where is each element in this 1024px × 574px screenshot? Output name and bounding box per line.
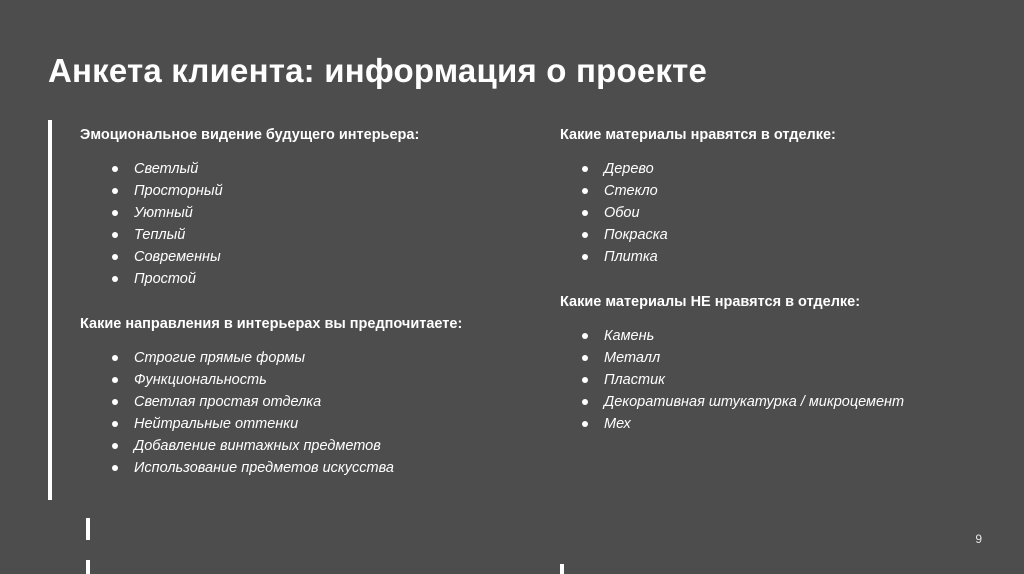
- list-item: Строгие прямые формы: [134, 348, 560, 368]
- list-item: Стекло: [604, 181, 980, 201]
- list-disliked-materials: [560, 326, 980, 434]
- list-item: Покраска: [604, 225, 980, 245]
- list-item: Уютный: [134, 203, 560, 223]
- list-item: Светлый: [134, 159, 560, 179]
- section-heading-liked-materials: Какие материалы нравятся в отделке:: [560, 127, 836, 143]
- list-liked-materials: [560, 159, 980, 267]
- list-item: Плитка: [604, 247, 980, 267]
- content-columns: [80, 126, 980, 480]
- section-heading-interior-directions: Какие направления в интерьерах вы предпочитаете:: [80, 315, 463, 332]
- page-title: Анкета клиента: информация о проекте: [48, 52, 708, 89]
- section-heading-emotional-vision: Эмоциональное видение будущего интерьера:: [80, 127, 420, 143]
- list-item: Использование предметов искусства: [134, 458, 560, 478]
- left-accent-rule: [48, 120, 52, 500]
- list-item: Простой: [134, 269, 560, 289]
- list-interior-directions: [80, 348, 560, 478]
- page-number: 9: [975, 532, 982, 546]
- list-item: Дерево: [604, 159, 980, 179]
- decorative-tick-left: [86, 518, 90, 540]
- list-emotional-vision: [80, 159, 560, 289]
- decorative-tick-left-lower: [86, 560, 90, 574]
- list-item: Декоративная штукатурка / микроцемент: [604, 392, 980, 412]
- decorative-tick-center: [560, 564, 564, 574]
- section-heading-disliked-materials: Какие материалы НЕ нравятся в отделке:: [560, 293, 861, 310]
- list-item: Светлая простая отделка: [134, 392, 560, 412]
- list-item: Нейтральные оттенки: [134, 414, 560, 434]
- right-column: [560, 126, 980, 480]
- list-item: Камень: [604, 326, 980, 346]
- list-item: Пластик: [604, 370, 980, 390]
- left-column: [80, 126, 560, 480]
- list-item: Современны: [134, 247, 560, 267]
- list-item: Металл: [604, 348, 980, 368]
- list-item: Добавление винтажных предметов: [134, 436, 560, 456]
- list-item: Мех: [604, 414, 980, 434]
- list-item: Функциональность: [134, 370, 560, 390]
- list-item: Теплый: [134, 225, 560, 245]
- list-item: Просторный: [134, 181, 560, 201]
- list-item: Обои: [604, 203, 980, 223]
